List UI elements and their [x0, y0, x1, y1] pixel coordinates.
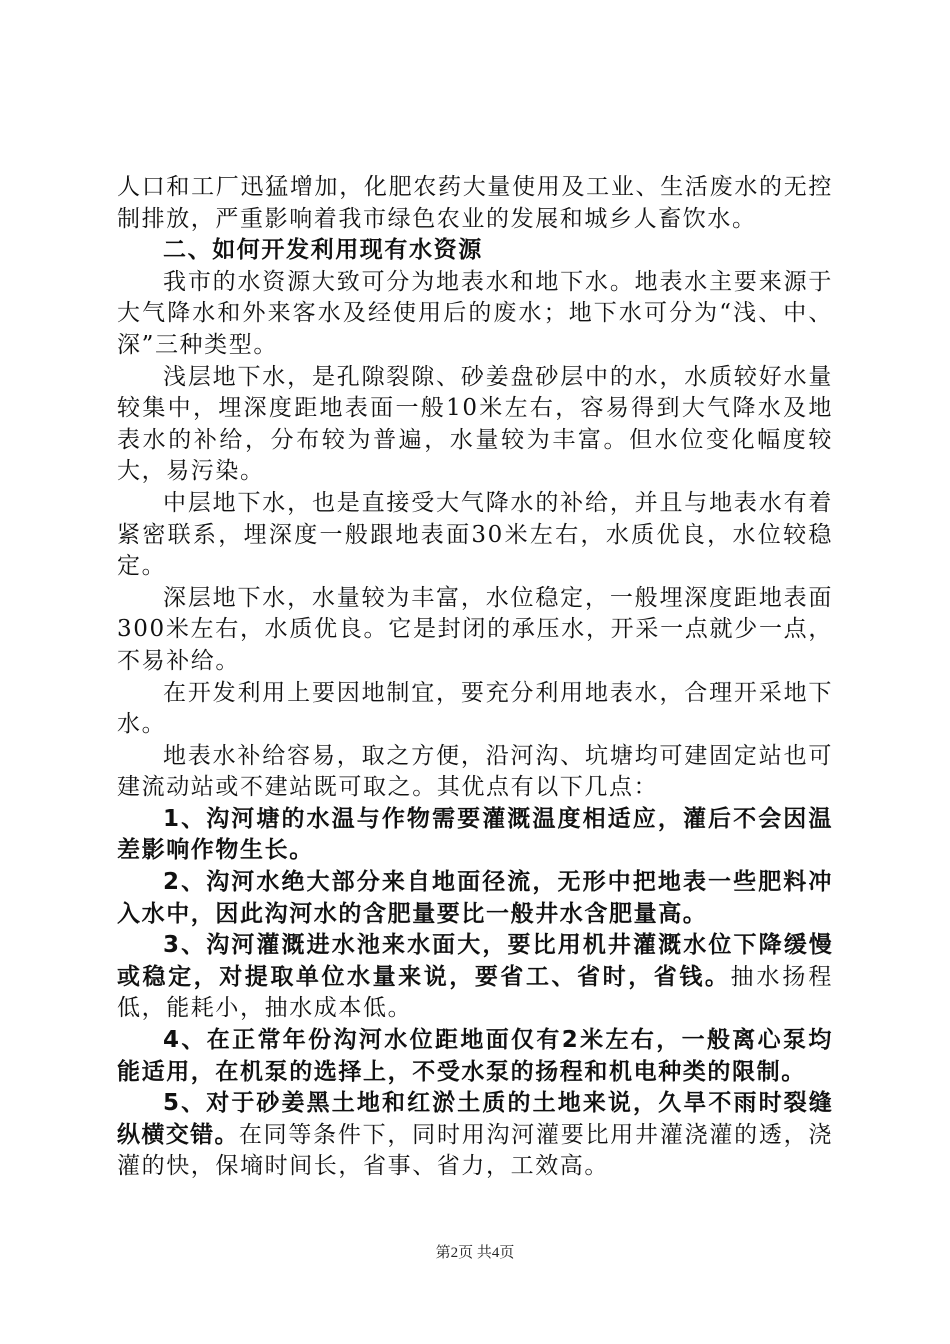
section-heading: 二、如何开发利用现有水资源 [163, 237, 483, 264]
list-item-5-bold: 5、对于砂姜黑土地和红淤土质的土地来说，久旱不雨时裂缝纵横交错。 [117, 1090, 833, 1148]
list-item-5 [117, 1088, 833, 1183]
paragraph-middle-groundwater: 中层地下水，也是直接受大气降水的补给，并且与地表水有着紧密联系，埋深度一般跟地表面30米左右，水质优良，水位较稳定。 [117, 489, 833, 580]
list-item-3-rest: 抽水扬程低，能耗小，抽水成本低。 [117, 963, 833, 1022]
page-number-footer: 第2页 共4页 [435, 1245, 515, 1261]
list-item-5-rest: 在同等条件下，同时用沟河灌要比用井灌浇灌的透，浇灌的快，保墒时间长，省事、省力，工效高。 [117, 1121, 834, 1180]
paragraph-surface-water-advantages: 地表水补给容易，取之方便，沿河沟、坑塘均可建固定站也可建流动站或不建站既可取之。其优点有以下几点： [117, 742, 833, 801]
list-item-3 [117, 930, 833, 1025]
list-item-1: 1、沟河塘的水温与作物需要灌溉温度相适应，灌后不会因温差影响作物生长。 [117, 805, 833, 864]
paragraph-intro-continuation: 人口和工厂迅猛增加，化肥农药大量使用及工业、生活废水的无控制排放，严重影响着我市绿色农业的发展和城乡人畜饮水。 [117, 174, 833, 232]
list-item-3-bold: 3、沟河灌溉进水池来水面大，要比用机井灌溉水位下降缓慢或稳定，对提取单位水量来说，要省工、省时，省钱。 [117, 932, 833, 990]
paragraph-water-resources: 我市的水资源大致可分为地表水和地下水。地表水主要来源于大气降水和外来客水及经使用后的废水；地下水可分为“浅、中、深”三种类型。 [117, 268, 833, 358]
paragraph-deep-groundwater: 深层地下水，水量较为丰富，水位稳定，一般埋深度距地表面300米左右，水质优良。它是封闭的承压水，开采一点就少一点，不易补给。 [117, 584, 833, 674]
paragraph-development-principle: 在开发利用上要因地制宜，要充分利用地表水，合理开采地下水。 [117, 679, 833, 738]
paragraph-shallow-groundwater: 浅层地下水，是孔隙裂隙、砂姜盘砂层中的水，水质较好水量较集中，埋深度距地表面一般10米左右，容易得到大气降水及地表水的补给，分布较为普遍，水量较为丰富。但水位变化幅度较大，易污染。 [117, 363, 833, 485]
document-body [117, 172, 833, 1183]
list-item-4: 4、在正常年份沟河水位距地面仅有2米左右，一般离心泵均能适用，在机泵的选择上，不受水泵的扬程和机电种类的限制。 [117, 1027, 833, 1085]
list-item-2: 2、沟河水绝大部分来自地面径流，无形中把地表一些肥料冲入水中，因此沟河水的含肥量要比一般井水含肥量高。 [117, 869, 833, 927]
